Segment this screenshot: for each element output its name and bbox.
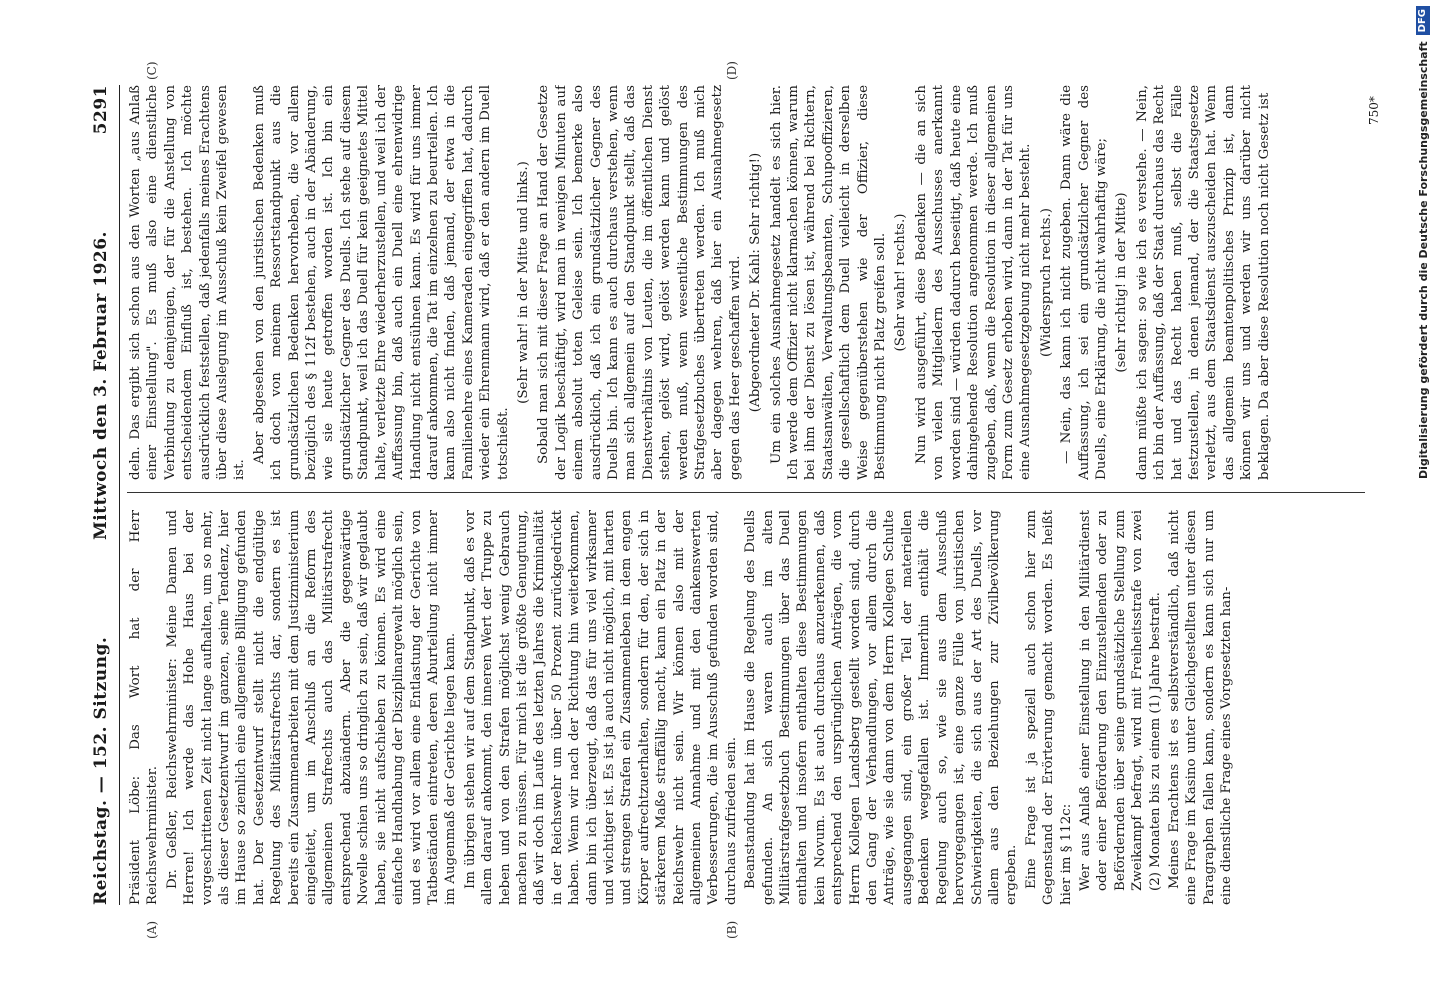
paragraph: Aber abgesehen von den juristischen Bedenken muß ich doch von meinem Ressortstandpunkt aus die grundsätzlichen Bedenken hervorheben, die vor allem bezüglich des § 112f bestehen, auch in der Abänderung, wie sie heute getroffen worden ist. Ich bin ein grundsätzlicher Gegner des Duells. Ich stehe auf diesem Standpunkt, weil ich das Duell für kein geeignetes Mittel halte, verletzte Ehre wiederherzustellen, und weil ich der Auffassung bin, daß auch ein Duell eine ehrenwidrige Handlung nicht entsühnen kann. Es wird für uns immer darauf ankommen, die Tat im einzelnen zu beurteilen. Ich kann also nicht finden, daß jemand, der etwa in die Familienehre eines Kameraden eingegriffen hat, dadurch wieder ein Ehrenmann wird, daß er den andern im Duell totschießt. bbox=[251, 85, 511, 480]
digitization-credit bbox=[1413, 6, 1433, 986]
header-left: Reichstag. — 152. Sitzung. bbox=[91, 636, 111, 905]
interjection: (Widerspruch rechts.) bbox=[1038, 208, 1054, 357]
digitization-note: Digitalisierung gefördert durch die Deutsche Forschungsgemeinschaft bbox=[1416, 41, 1430, 480]
header-date: Mittwoch den 3. Februar 1926. bbox=[91, 231, 111, 541]
interjection: (Sehr wahr! rechts.) bbox=[893, 213, 909, 352]
header-rule bbox=[119, 85, 120, 905]
paragraph: Sobald man sich mit dieser Frage an Hand der Gesetze der Logik beschäftigt, wird man in wenigen Minuten auf einem absolut toten Geleise sein. Ich bemerke also ausdrücklich, daß ich ein grundsätzlicher Gegner des Duells bin. Ich kann es auch durchaus verstehen, wenn man sich allgemein auf den Standpunkt stellt, daß das Dienstverhältnis von Leuten, die im öffentlichen Dienst stehen, gelöst wird, gelöst werden kann und gelöst werden muß, wenn wesentliche Bestimmungen des Strafgesetzbuches übertreten werden. Ich muß mich aber dagegen wehren, daß hier ein Ausnahmegesetz gegen das Heer geschaffen wird. bbox=[536, 85, 743, 480]
paragraph: Nun wird ausgeführt, diese Bedenken — die an sich von vielen Mitgliedern des Ausschusses anerkannt worden sind — würden dadurch beseitigt, daß heute eine dahingehende Resolution angenommen werde. Ich muß zugeben, daß, wenn die Resolution in dieser allgemeinen Form zum Gesetz erhoben wird, dann in der Tat für uns eine Ausnahmegesetzgebung nicht mehr besteht. bbox=[913, 85, 1034, 480]
margin-mark-b: (B) bbox=[725, 920, 739, 939]
paragraph: dann müßte ich sagen: so wie ich es verstehe. — Nein, ich bin der Auffassung, daß der Staat durchaus das Recht hat und das Recht haben muß, selbst die Fälle festzustellen, in denen jemand, der die Staatsgesetze verletzt, aus dem Staatsdienst auszuscheiden hat. Wenn das allgemein beamtenpolitisches Prinzip ist, dann können wir uns und werden wir uns darüber nicht beklagen. Da aber diese Resolution noch nicht Gesetz ist bbox=[1134, 85, 1272, 480]
paragraph: Im übrigen stehen wir auf dem Standpunkt, daß es vor allem darauf ankommt, den inneren Wert der Truppe zu heben und von den Strafen möglichst wenig Gebrauch machen zu müssen. Für mich ist die größte Genugtuung, daß wir doch im Laufe des letzten Jahres die Kriminalität in der Reichswehr um über 50 Prozent zurückgedrückt haben. Wenn wir nach der Richtung hin weiterkommen, dann bin ich überzeugt, daß das für uns viel wirksamer und wichtiger ist. Es ist ja auch nicht möglich, mit harten und strengen Strafen ein Zusammenleben in dem engen Körper aufrechtzuerhalten, sondern für den, der sich in stärkerem Maße straffällig macht, kann ein Platz in der Reichswehr nicht sein. Wir können also mit der allgemeinen Annahme und mit den dankenswerten Verbesserungen, die im Ausschuß gefunden worden sind, durchaus zufrieden sein. bbox=[462, 510, 739, 905]
interjection: (sehr richtig! in der Mitte) bbox=[1114, 192, 1130, 373]
column-divider bbox=[127, 492, 1365, 493]
paragraph: Präsident Löbe: Das Wort hat der Herr Reichswehrminister. bbox=[128, 510, 161, 905]
margin-mark-a: (A) bbox=[145, 920, 159, 939]
paragraph: deln. Das ergibt sich schon aus den Worten „aus Anlaß einer Einstellung". Es muß also eine dienstliche Verbindung zu demjenigen, der für die Anstellung von entscheidendem Einfluß ist, bestehen. Ich möchte ausdrücklich feststellen, daß jedenfalls meines Erachtens über diese Auslegung im Ausschuß kein Zweifel gewesen ist. bbox=[128, 85, 248, 480]
interjection: (Sehr wahr! in der Mitte und links.) bbox=[515, 161, 531, 404]
signature-mark: 750* bbox=[1367, 96, 1381, 125]
interjection: (Abgeordneter Dr. Kahl: Sehr richtig!) bbox=[748, 152, 764, 413]
dfg-logo: DFG bbox=[1416, 6, 1430, 35]
margin-mark-d: (D) bbox=[725, 61, 739, 80]
paragraph: Beanstandung hat im Hause die Regelung des Duells gefunden. An sich waren auch im alten Militärstrafgesetzbuch Bestimmungen über das Duell enthalten und insofern enthalten diese Bestimmungen kein Novum. Es ist auch durchaus anzuerkennen, daß entsprechend den ursprünglichen Anträgen, die vom Herrn Kollegen Landsberg gestellt worden sind, durch den Gang der Verhandlungen, vor allem durch die Anträge, wie sie dann von dem Herrn Kollegen Schulte ausgegangen sind, ein großer Teil der materiellen Bedenken weggefallen ist. Immerhin enthält die Regelung auch so, wie sie aus dem Ausschuß hervorgegangen ist, eine ganze Fülle von juristischen Schwierigkeiten, die sich aus der Art des Duells, vor allem aus den Beziehungen zur Zivilbevölkerung ergeben. bbox=[743, 510, 1020, 905]
paragraph: Um ein solches Ausnahmegesetz handelt es sich hier. Ich werde dem Offizier nicht klarmachen können, warum bei ihm der Dienst zu lösen ist, während bei Richtern, Staatsanwälten, Verwaltungsbeamten, Schupooffizieren, die gesellschaftlich dem Duell vielleicht in derselben Weise gegenüberstehen wie der Offizier, diese Bestimmung nicht Platz greifen soll. bbox=[768, 85, 889, 480]
left-column bbox=[127, 510, 1367, 905]
right-column bbox=[127, 85, 1367, 480]
paragraph: Eine Frage ist ja speziell auch schon hier zum Gegenstand der Erörterung gemacht worden. Es heißt hier im § 112c: bbox=[1023, 510, 1074, 905]
digitization-strip bbox=[1410, 6, 1430, 996]
paragraph: Meines Erachtens ist es selbstverständlich, daß nicht eine Frage im Kasino unter Gleichgestellten unter diesen Paragraphen fallen kann, sondern es kann sich nur um eine dienstliche Frage eines Vorgesetzten han- bbox=[1166, 510, 1235, 905]
paragraph: — Nein, das kann ich nicht zugeben. Dann wäre die Auffassung, ich sei ein grundsätzlicher Gegner des Duells, eine Erklärung, die nicht wahrhaftig wäre; bbox=[1059, 85, 1109, 480]
page-number: 5291 bbox=[91, 85, 111, 135]
quoted-law-paragraph: Wer aus Anlaß einer Einstellung in den Militärdienst oder einer Beförderung den Einzustellenden oder zu Befördernden über seine grundsätzliche Stellung zum Zweikampf befragt, wird mit Freiheitsstrafe von zwei (2) Monaten bis zu einem (1) Jahre bestraft. bbox=[1077, 510, 1163, 891]
rotated-page bbox=[85, 61, 1385, 945]
margin-mark-c: (C) bbox=[145, 61, 159, 80]
paragraph: Dr. Geßler, Reichswehrminister: Meine Damen und Herren! Ich werde das Hohe Haus bei der vorgeschrittenen Zeit nicht lange aufhalten, um so mehr, als dieser Gesetzentwurf im ganzen, seine Tendenz, hier im Hause so ziemlich eine allgemeine Billigung gefunden hat. Der Gesetzentwurf stellt nicht die endgültige Regelung des Militärstrafrechts dar, sondern es ist bereits ein Zusammenarbeiten mit dem Justizministerium eingeleitet, um im Anschluß an die Reform des allgemeinen Strafrechts auch das Militärstrafrecht entsprechend abzuändern. Aber die gegenwärtige Novelle schien uns so dringlich zu sein, daß wir geglaubt haben, sie nicht aufschieben zu können. Es wird eine einfache Handhabung der Disziplinargewalt möglich sein, und es wird vor allem eine Entlastung der Gerichte von Tatbeständen eintreten, deren Aburteilung nicht immer im Augenmaß der Gerichte liegen kann. bbox=[164, 510, 459, 905]
page-header bbox=[85, 85, 117, 905]
